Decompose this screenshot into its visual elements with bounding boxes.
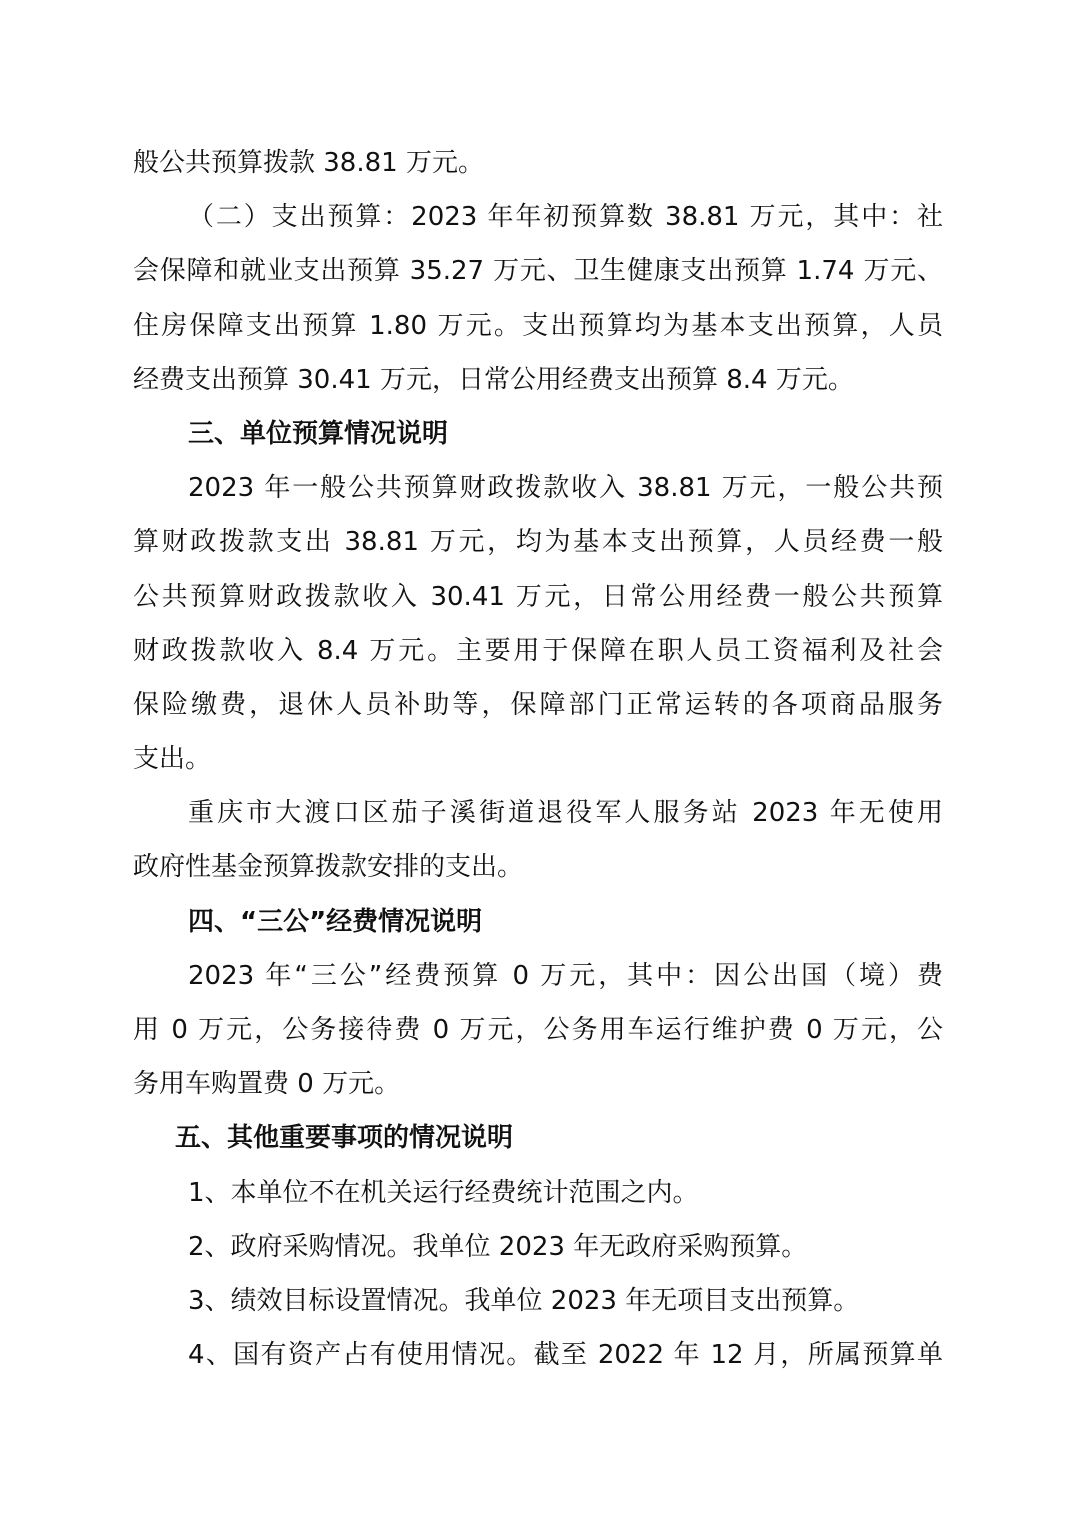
paragraph-line: 财政拨款收入 8.4 万元。主要用于保障在职人员工资福利及社会	[133, 635, 943, 666]
paragraph-line: 用 0 万元，公务接待费 0 万元，公务用车运行维护费 0 万元，公	[133, 1015, 943, 1045]
paragraph-line: 经费支出预算 30.41 万元，日常公用经费支出预算 8.4 万元。	[133, 364, 854, 395]
paragraph-line: 2023 年“三公”经费预算 0 万元，其中：因公出国（境）费	[188, 960, 943, 991]
paragraph-line: 般公共预算拨款 38.81 万元。	[133, 148, 484, 178]
paragraph-line: 算财政拨款支出 38.81 万元，均为基本支出预算，人员经费一般	[133, 527, 943, 558]
list-item: 3、绩效目标设置情况。我单位 2023 年无项目支出预算。	[188, 1285, 860, 1316]
list-item: 2、政府采购情况。我单位 2023 年无政府采购预算。	[188, 1231, 808, 1262]
paragraph-line: 支出。	[133, 744, 212, 775]
document-page	[133, 136, 943, 1382]
paragraph-line: 务用车购置费 0 万元。	[133, 1069, 401, 1100]
list-item: 4、国有资产占有使用情况。截至 2022 年 12 月，所属预算单	[188, 1340, 943, 1371]
section-heading: 三、单位预算情况说明	[188, 418, 449, 449]
section-heading: 五、其他重要事项的情况说明	[175, 1123, 514, 1154]
paragraph-line: 政府性基金预算拨款安排的支出。	[133, 852, 524, 883]
paragraph-line: 住房保障支出预算 1.80 万元。支出预算均为基本支出预算，人员	[133, 310, 943, 341]
paragraph-line: 2023 年一般公共预算财政拨款收入 38.81 万元，一般公共预	[188, 473, 943, 504]
list-item: 1、本单位不在机关运行经费统计范围之内。	[188, 1177, 699, 1208]
paragraph-line: 公共预算财政拨款收入 30.41 万元，日常公用经费一般公共预算	[133, 581, 943, 612]
section-heading: 四、“三公”经费情况说明	[188, 906, 483, 937]
paragraph-line: （二）支出预算：2023 年年初预算数 38.81 万元，其中：社	[188, 202, 943, 233]
paragraph-line: 保险缴费，退休人员补助等，保障部门正常运转的各项商品服务	[133, 689, 943, 720]
paragraph-line: 重庆市大渡口区茄子溪街道退役军人服务站 2023 年无使用	[188, 798, 943, 829]
paragraph-line: 会保障和就业支出预算 35.27 万元、卫生健康支出预算 1.74 万元、	[133, 256, 943, 287]
